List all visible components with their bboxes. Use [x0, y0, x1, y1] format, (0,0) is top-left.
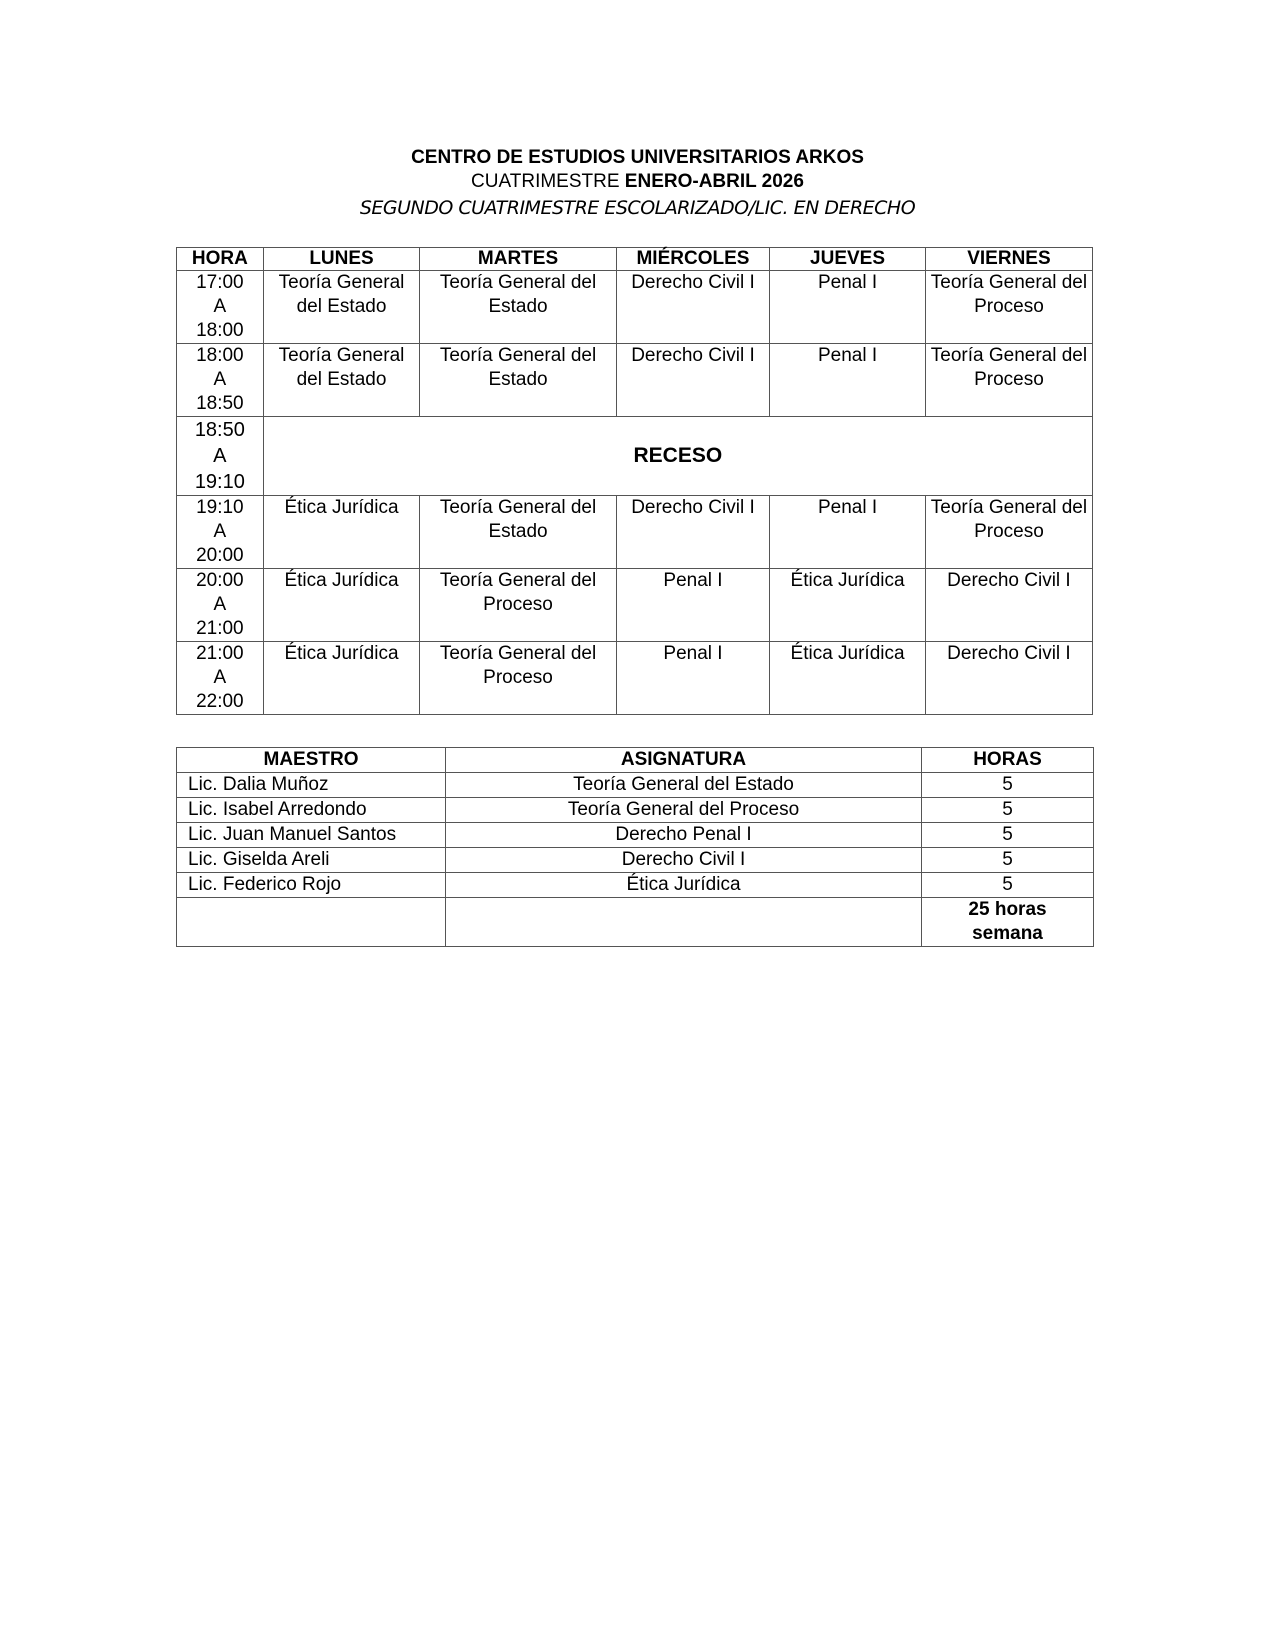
- column-header-hora: HORA: [177, 248, 264, 271]
- time-cell: 17:00 A 18:00: [177, 271, 264, 344]
- column-header-lunes: LUNES: [263, 248, 420, 271]
- class-cell: Derecho Civil I: [925, 642, 1092, 715]
- column-header-martes: MARTES: [420, 248, 616, 271]
- time-cell: 20:00 A 21:00: [177, 569, 264, 642]
- class-cell: Penal I: [770, 271, 926, 344]
- hours-value: 5: [922, 873, 1094, 898]
- teacher-row: [177, 773, 1094, 798]
- recess-time-cell: 18:50 A 19:10: [177, 417, 264, 496]
- hours-value: 5: [922, 823, 1094, 848]
- class-cell: Teoría General del Proceso: [925, 496, 1092, 569]
- term-title: [0, 170, 1275, 194]
- teacher-row: [177, 848, 1094, 873]
- schedule-table: [176, 247, 1093, 715]
- schedule-row: [177, 344, 1093, 417]
- class-cell: Derecho Civil I: [616, 496, 770, 569]
- column-header-maestro: MAESTRO: [177, 748, 446, 773]
- column-header-jueves: JUEVES: [770, 248, 926, 271]
- schedule-row: [177, 496, 1093, 569]
- teacher-row: [177, 873, 1094, 898]
- hours-value: 5: [922, 798, 1094, 823]
- class-cell: Teoría General del Estado: [263, 344, 420, 417]
- class-cell: Penal I: [616, 569, 770, 642]
- class-cell: Teoría General del Estado: [420, 271, 616, 344]
- schedule-row: [177, 271, 1093, 344]
- class-cell: Ética Jurídica: [263, 642, 420, 715]
- class-cell: Penal I: [770, 496, 926, 569]
- class-cell: Ética Jurídica: [263, 496, 420, 569]
- hours-value: 5: [922, 848, 1094, 873]
- term-period: ENERO-ABRIL 2026: [624, 171, 804, 192]
- teacher-name: Lic. Giselda Areli: [177, 848, 446, 873]
- empty-cell: [177, 898, 446, 947]
- class-cell: Teoría General del Estado: [420, 344, 616, 417]
- recess-row: [177, 417, 1093, 496]
- class-cell: Teoría General del Proceso: [420, 642, 616, 715]
- teacher-row: [177, 798, 1094, 823]
- column-header-miercoles: MIÉRCOLES: [616, 248, 770, 271]
- class-cell: Teoría General del Proceso: [925, 344, 1092, 417]
- class-cell: Teoría General del Proceso: [925, 271, 1092, 344]
- teachers-table: [176, 747, 1094, 947]
- class-cell: Derecho Civil I: [925, 569, 1092, 642]
- class-cell: Ética Jurídica: [770, 569, 926, 642]
- schedule-row: [177, 642, 1093, 715]
- total-row: [177, 898, 1094, 947]
- subject-name: Teoría General del Estado: [446, 773, 922, 798]
- schedule-row: [177, 569, 1093, 642]
- time-cell: 21:00 A 22:00: [177, 642, 264, 715]
- teacher-row: [177, 823, 1094, 848]
- subject-name: Teoría General del Proceso: [446, 798, 922, 823]
- class-cell: Derecho Civil I: [616, 271, 770, 344]
- class-cell: Derecho Civil I: [616, 344, 770, 417]
- subject-name: Derecho Penal I: [446, 823, 922, 848]
- column-header-viernes: VIERNES: [925, 248, 1092, 271]
- teacher-name: Lic. Juan Manuel Santos: [177, 823, 446, 848]
- class-cell: Penal I: [616, 642, 770, 715]
- empty-cell: [446, 898, 922, 947]
- subject-name: Ética Jurídica: [446, 873, 922, 898]
- document-header: [0, 146, 1275, 222]
- time-cell: 19:10 A 20:00: [177, 496, 264, 569]
- recess-label: RECESO: [263, 417, 1092, 496]
- class-cell: Ética Jurídica: [770, 642, 926, 715]
- class-cell: Ética Jurídica: [263, 569, 420, 642]
- schedule-header-row: [177, 248, 1093, 271]
- teachers-header-row: [177, 748, 1094, 773]
- class-cell: Teoría General del Proceso: [420, 569, 616, 642]
- total-hours: 25 horas semana: [922, 898, 1094, 947]
- class-cell: Teoría General del Estado: [263, 271, 420, 344]
- teacher-name: Lic. Isabel Arredondo: [177, 798, 446, 823]
- column-header-horas: HORAS: [922, 748, 1094, 773]
- teacher-name: Lic. Dalia Muñoz: [177, 773, 446, 798]
- teacher-name: Lic. Federico Rojo: [177, 873, 446, 898]
- time-cell: 18:00 A 18:50: [177, 344, 264, 417]
- institution-title: CENTRO DE ESTUDIOS UNIVERSITARIOS ARKOS: [411, 147, 864, 168]
- column-header-asignatura: ASIGNATURA: [446, 748, 922, 773]
- program-title: SEGUNDO CUATRIMESTRE ESCOLARIZADO/LIC. EN DERECHO: [359, 197, 916, 219]
- class-cell: Teoría General del Estado: [420, 496, 616, 569]
- term-prefix: CUATRIMESTRE: [471, 171, 625, 192]
- subject-name: Derecho Civil I: [446, 848, 922, 873]
- class-cell: Penal I: [770, 344, 926, 417]
- hours-value: 5: [922, 773, 1094, 798]
